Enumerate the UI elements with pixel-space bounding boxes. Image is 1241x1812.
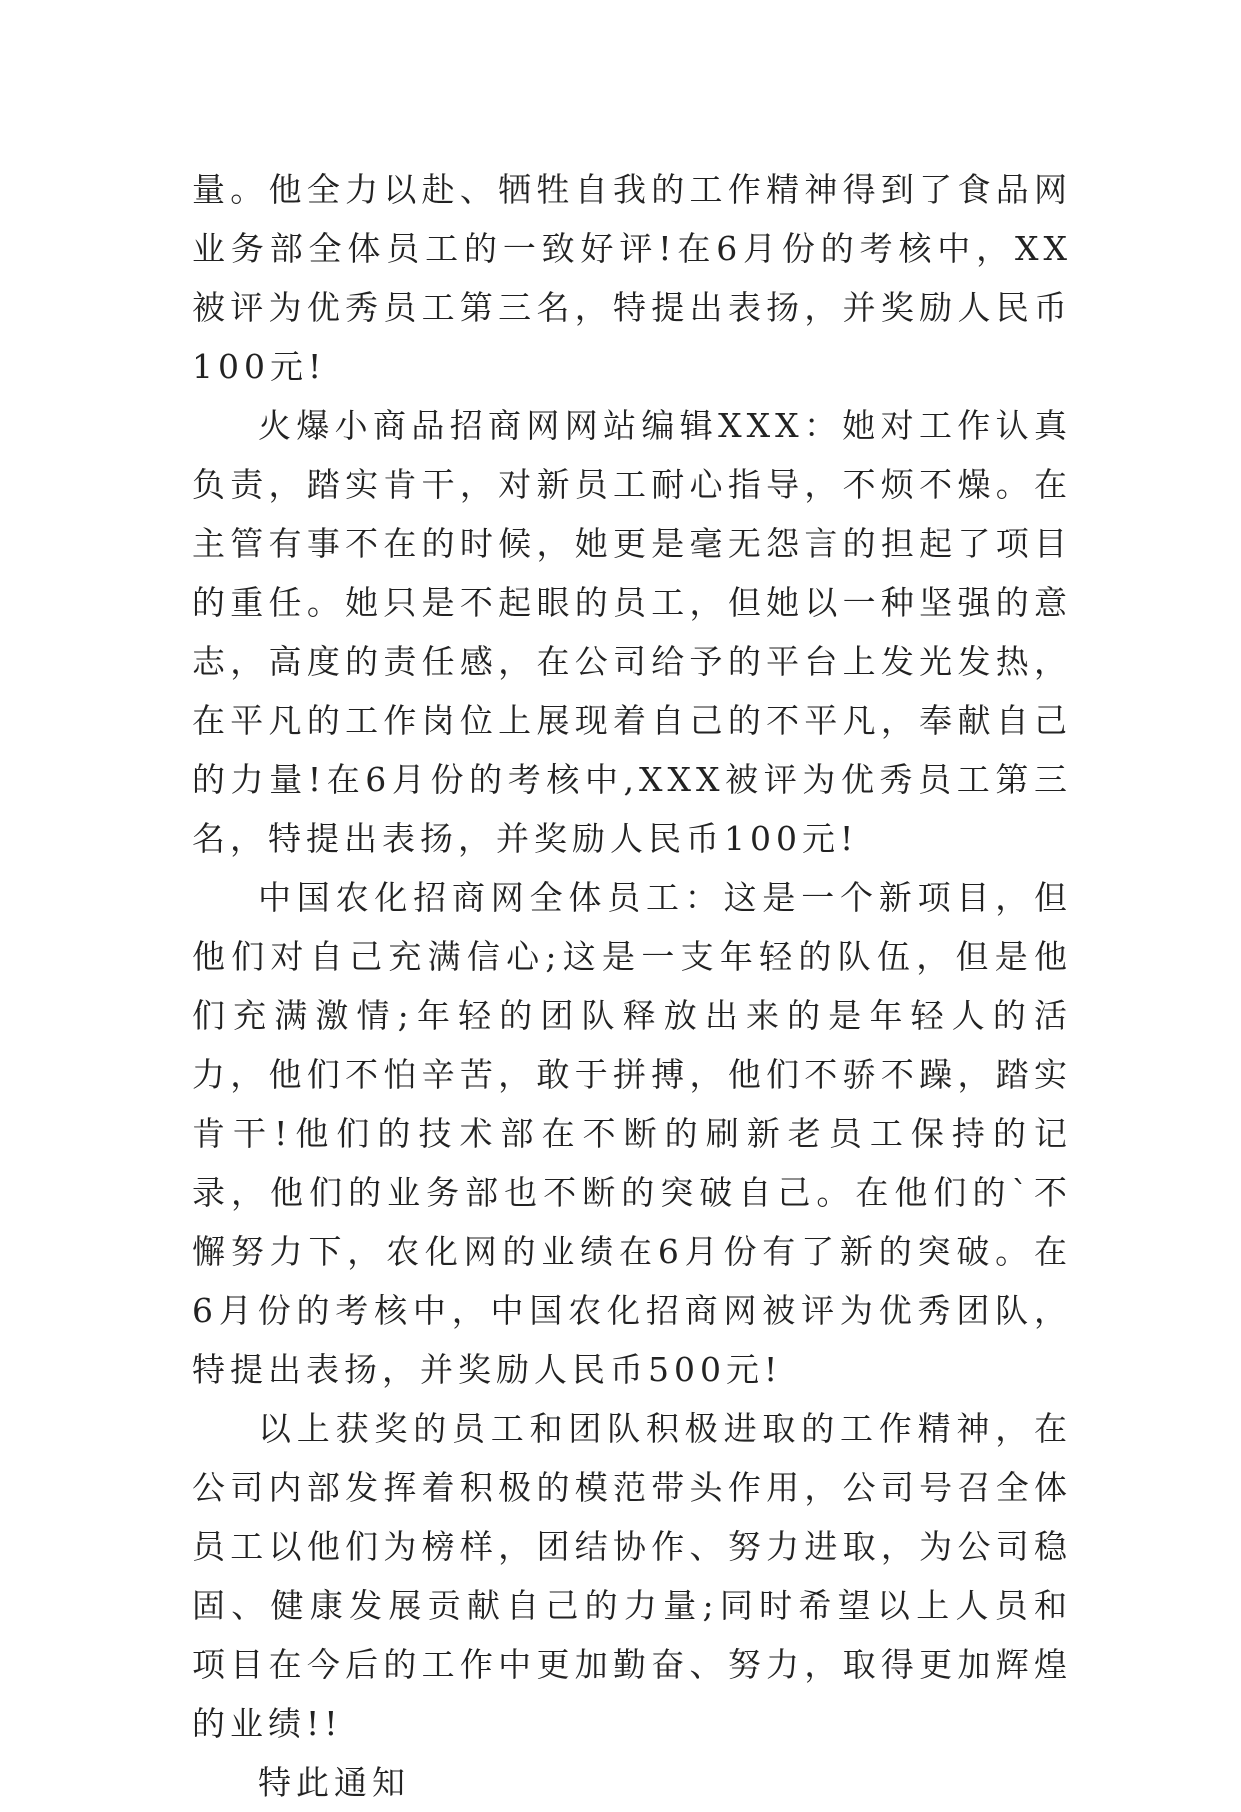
document-body — [192, 160, 1072, 1812]
paragraph-team-commendation: 中国农化招商网全体员工：这是一个新项目，但他们对自己充满信心;这是一支年轻的队伍，但是他们充满激情;年轻的团队释放出来的是年轻人的活力，他们不怕辛苦，敢于拼搏，他们不骄不躁，踏实肯干!他们的技术部在不断的刷新老员工保持的记录，他们的业务部也不断的突破自己。在他们的`不懈努力下，农化网的业绩在6月份有了新的突破。在6月份的考核中，中国农化招商网被评为优秀团队，特提出表扬，并奖励人民币500元! — [192, 878, 1072, 1389]
paragraph-closing: 特此通知 — [258, 1763, 410, 1802]
paragraph-editor-commendation: 火爆小商品招商网网站编辑XXX：她对工作认真负责，踏实肯干，对新员工耐心指导，不烦不燥。在主管有事不在的时候，她更是毫无怨言的担起了项目的重任。她只是不起眼的员工，但她以一种坚强的意志，高度的责任感，在公司给予的平台上发光发热，在平凡的工作岗位上展现着自己的不平凡，奉献自己的力量!在6月份的考核中,XXX被评为优秀员工第三名，特提出表扬，并奖励人民币100元! — [192, 406, 1072, 858]
paragraph-summary: 以上获奖的员工和团队积极进取的工作精神，在公司内部发挥着积极的模范带头作用，公司号召全体员工以他们为榜样，团结协作、努力进取，为公司稳固、健康发展贡献自己的力量;同时希望以上人员和项目在今后的工作中更加勤奋、努力，取得更加辉煌的业绩!! — [192, 1409, 1072, 1743]
paragraph-continuation: 量。他全力以赴、牺牲自我的工作精神得到了食品网业务部全体员工的一致好评!在6月份的考核中，XX被评为优秀员工第三名，特提出表扬，并奖励人民币100元! — [192, 170, 1072, 386]
